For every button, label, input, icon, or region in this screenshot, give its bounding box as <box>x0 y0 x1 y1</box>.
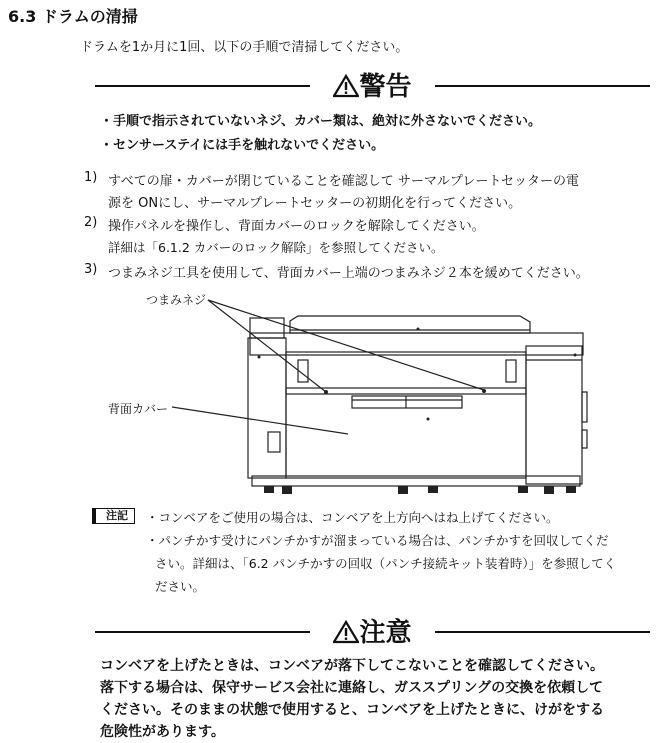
note-line: ださい。 <box>155 579 206 594</box>
step-line: すべての扉・カバーが閉じていることを確認して サーマルプレートセッターの電 <box>108 174 579 189</box>
figure-label-screws: つまみネジ <box>146 293 207 307</box>
step-number: 2) <box>84 215 98 230</box>
intro-text: ドラムを1か月に1回、以下の手順で清掃してください。 <box>80 40 409 55</box>
caution-line: 落下する場合は、保守サービス会社に連絡し、ガススプリングの交換を依頼して <box>100 680 604 696</box>
caution-line: ください。そのままの状態で使用すると、コンベアを上げたときに、けがをする <box>100 702 604 718</box>
caution-label: 注意 <box>359 618 412 648</box>
caution-heading <box>95 612 650 649</box>
step-line: つまみネジ工具を使用して、背面カバー上端のつまみネジ２本を緩めてください。 <box>108 266 589 281</box>
caution-banner <box>95 612 650 652</box>
step-line: 源を ONにし、サーマルプレートセッターの初期化を行ってください。 <box>108 196 522 211</box>
note-line: さい。詳細は、「6.2 パンチかすの回収（パンチ接続キット装着時）」を参照してく <box>155 556 617 571</box>
section-number: 6.3 <box>8 7 37 26</box>
step-number: 1) <box>84 170 98 185</box>
section-title: ドラムの清掃 <box>41 7 138 26</box>
note-line: ・コンベアをご使用の場合は、コンベアを上方向へはね上げてください。 <box>146 510 559 525</box>
step-line: 操作パネルを操作し、背面カバーのロックを解除してください。 <box>108 219 485 234</box>
step-line: 詳細は「6.1.2 カバーのロック解除」を参照してください。 <box>108 240 444 255</box>
step-number: 3) <box>84 262 98 277</box>
caution-line: 危険性があります。 <box>100 724 225 740</box>
note-tag: 注記 <box>92 508 135 524</box>
caution-line: コンベアを上げたときは、コンベアが落下してこないことを確認してください。 <box>100 658 604 674</box>
warning-bullet: ・手順で指示されていないネジ、カバー類は、絶対に外さないでください。 <box>100 114 541 129</box>
note-line: ・パンチかす受けにパンチかすが溜まっている場合は、パンチかすを回収してくだ <box>146 533 609 548</box>
warning-bullet: ・センサーステイには手を触れないでください。 <box>100 138 385 153</box>
warning-triangle-icon <box>333 620 359 644</box>
warning-label: 警告 <box>359 72 412 102</box>
figure-label-cover: 背面カバー <box>108 402 169 416</box>
